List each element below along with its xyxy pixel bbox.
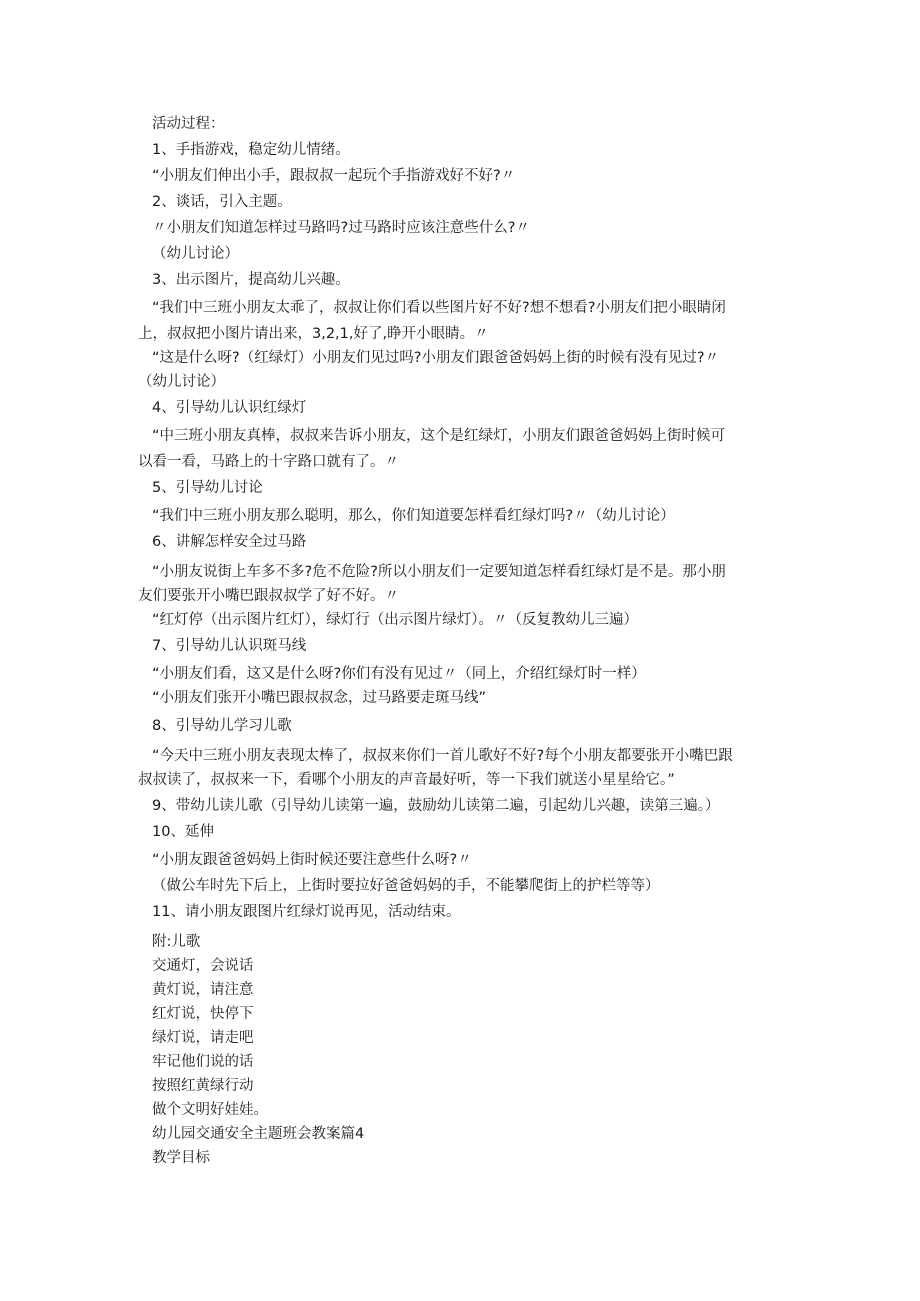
dialogue-line: “中三班小朋友真棒，叔叔来告诉小朋友，这个是红绿灯，小朋友们跟爸爸妈妈上街时候可: [152, 428, 726, 444]
step-heading: 7、引导幼儿认识斑马线: [152, 638, 307, 654]
dialogue-line: “小朋友跟爸爸妈妈上街时候还要注意些什么呀?〃: [152, 852, 472, 868]
step-heading: 1、手指游戏，稳定幼儿情绪。: [152, 142, 350, 158]
step-heading: 11、请小朋友跟图片红绿灯说再见，活动结束。: [152, 904, 461, 920]
rhyme-line: 牢记他们说的话: [152, 1054, 254, 1070]
rhyme-line: 做个文明好娃娃。: [152, 1102, 268, 1118]
dialogue-line: “红灯停（出示图片红灯），绿灯行（出示图片绿灯）。〃（反复教幼儿三遍）: [152, 612, 639, 628]
note-line: （幼儿讨论）: [138, 374, 225, 390]
dialogue-line: “小朋友们看，这又是什么呀?你们有没有见过〃（同上，介绍红绿灯时一样）: [152, 666, 646, 682]
article-title: 幼儿园交通安全主题班会教案篇4: [152, 1126, 365, 1142]
step-heading: 8、引导幼儿学习儿歌: [152, 718, 292, 734]
dialogue-line: “今天中三班小朋友表现太棒了，叔叔来你们一首儿歌好不好?每个小朋友都要张开小嘴巴跟: [152, 748, 733, 764]
dialogue-line: 叔叔读了，叔叔来一下，看哪个小朋友的声音最好听，等一下我们就送小星星给它。”: [138, 772, 675, 788]
appendix-heading: 附:儿歌: [152, 934, 201, 950]
step-heading: 9、带幼儿读儿歌（引导幼儿读第一遍，鼓励幼儿读第二遍，引起幼儿兴趣，读第三遍。）: [152, 798, 720, 814]
note-line: （幼儿讨论）: [152, 246, 239, 262]
dialogue-line: 以看一看，马路上的十字路口就有了。〃: [138, 454, 399, 470]
section-heading: 活动过程：: [152, 116, 225, 132]
dialogue-line: “我们中三班小朋友那么聪明，那么，你们知道要怎样看红绿灯吗?〃（幼儿讨论）: [152, 508, 675, 524]
dialogue-line: “小朋友们伸出小手，跟叔叔一起玩个手指游戏好不好?〃: [152, 168, 516, 184]
rhyme-line: 红灯说，快停下: [152, 1006, 254, 1022]
rhyme-line: 黄灯说，请注意: [152, 982, 254, 998]
dialogue-line: “这是什么呀?（红绿灯）小朋友们见过吗?小朋友们跟爸爸妈妈上街的时候有没有见过?〃: [152, 350, 720, 366]
dialogue-line: 上，叔叔把小图片请出来，3,2,1,好了,睁开小眼睛。〃: [138, 326, 489, 342]
step-heading: 3、出示图片，提高幼儿兴趣。: [152, 272, 350, 288]
rhyme-line: 交通灯，会说话: [152, 958, 254, 974]
dialogue-line: “我们中三班小朋友太乖了，叔叔让你们看以些图片好不好?想不想看?小朋友们把小眼睛闭: [152, 300, 726, 316]
step-heading: 2、谈话，引入主题。: [152, 194, 292, 210]
step-heading: 4、引导幼儿认识红绿灯: [152, 400, 307, 416]
step-heading: 10、延伸: [152, 824, 214, 840]
rhyme-line: 按照红黄绿行动: [152, 1078, 254, 1094]
section-heading: 教学目标: [152, 1150, 210, 1166]
dialogue-line: “小朋友们张开小嘴巴跟叔叔念，过马路要走斑马线”: [152, 690, 487, 706]
step-heading: 5、引导幼儿讨论: [152, 480, 263, 496]
step-heading: 6、讲解怎样安全过马路: [152, 534, 307, 550]
dialogue-line: 〃小朋友们知道怎样过马路吗?过马路时应该注意些什么?〃: [152, 220, 530, 236]
dialogue-line: “小朋友说街上车多不多?危不危险?所以小朋友们一定要知道怎样看红绿灯是不是。那小朋: [152, 564, 726, 580]
rhyme-line: 绿灯说，请走吧: [152, 1030, 254, 1046]
note-line: （做公车时先下后上，上街时要拉好爸爸妈妈的手，不能攀爬街上的护栏等等）: [152, 878, 660, 894]
dialogue-line: 友们要张开小嘴巴跟叔叔学了好不好。〃: [138, 588, 399, 604]
